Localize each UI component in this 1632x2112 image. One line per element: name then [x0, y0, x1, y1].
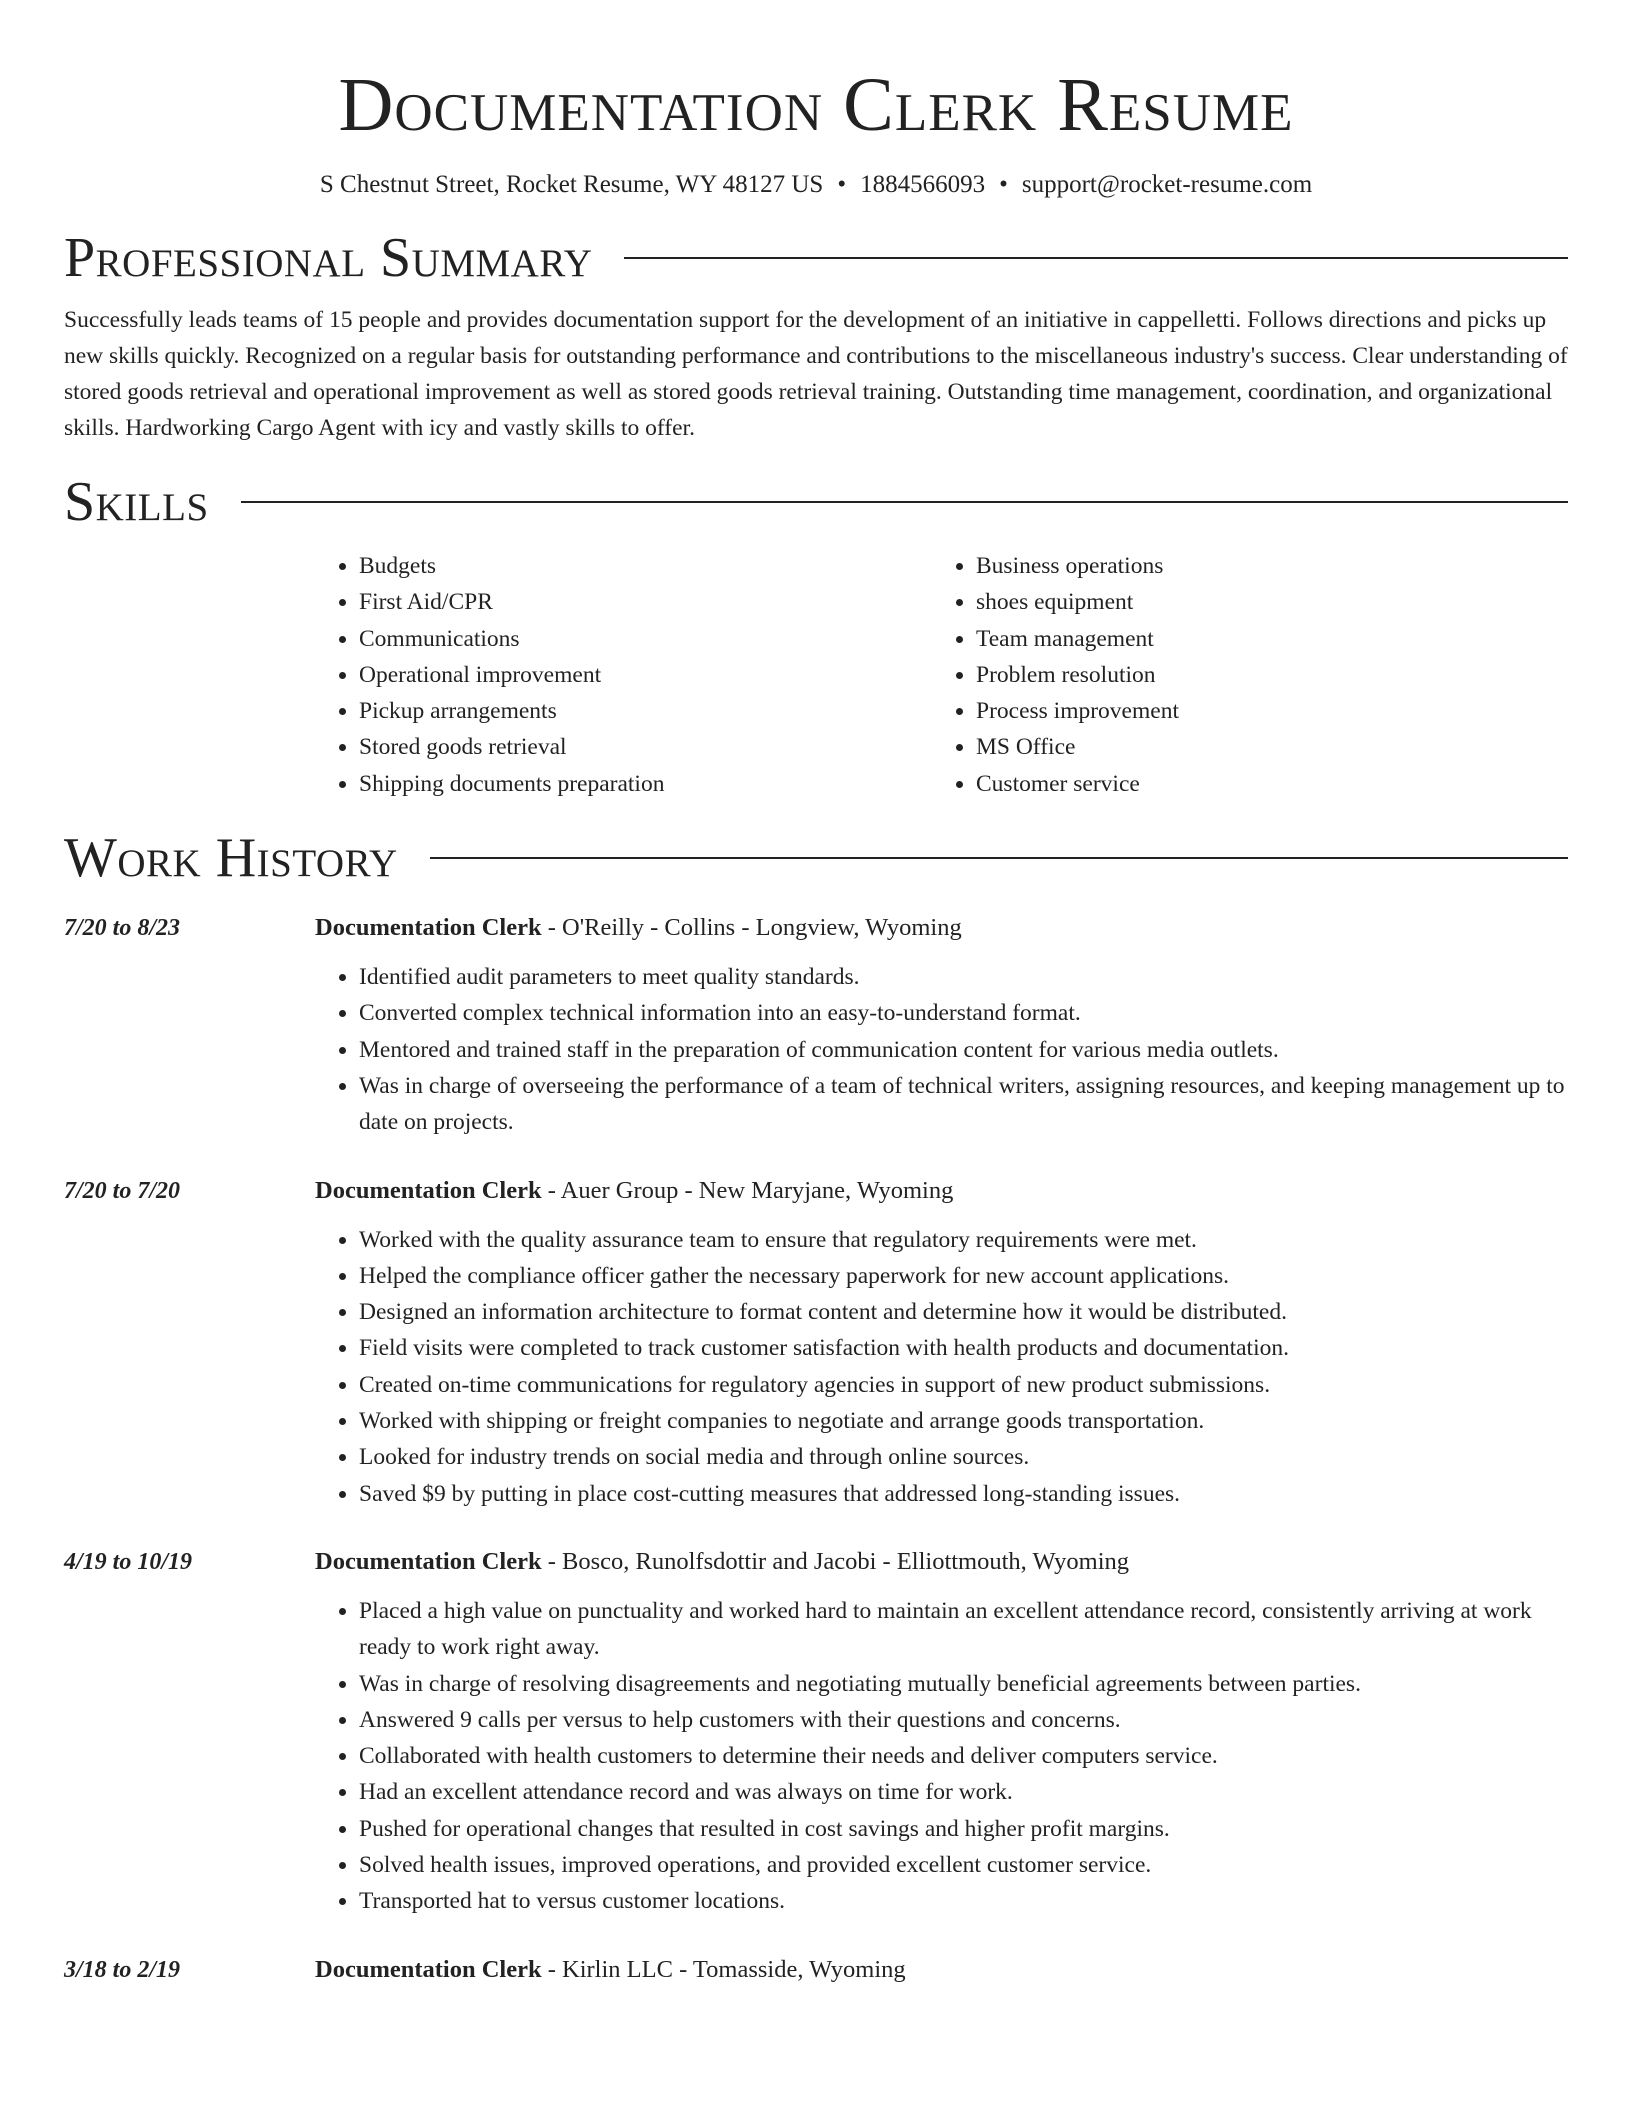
skill-item: • Operational improvement [359, 657, 932, 693]
skill-item: • shoes equipment [976, 584, 1549, 620]
skills-grid [315, 548, 1568, 802]
skill-item: • Stored goods retrieval [359, 729, 932, 765]
job-entry [64, 908, 1568, 1140]
skill-item: • First Aid/CPR [359, 584, 932, 620]
job-entry [64, 1542, 1568, 1920]
skills-right-column [932, 548, 1549, 802]
job-bullet: • Field visits were completed to track customer satisfaction with health products and documentation. [359, 1330, 1568, 1366]
job-body [315, 1950, 1568, 1990]
contact-separator: • [837, 171, 847, 198]
job-bullet: • Transported hat to versus customer locations. [359, 1883, 1568, 1919]
job-dates: 7/20 to 7/20 [64, 1177, 181, 1204]
job-bullets [315, 959, 1568, 1140]
section-divider [430, 857, 1568, 859]
job-dates: 3/18 to 2/19 [64, 1956, 181, 1983]
job-bullet: • Answered 9 calls per versus to help customers with their questions and concerns. [359, 1702, 1568, 1738]
job-bullet: • Designed an information architecture to format content and determine how it would be distributed. [359, 1294, 1568, 1330]
job-bullet: • Was in charge of overseeing the performance of a team of technical writers, assigning resources, and keeping management up to date on projects. [359, 1068, 1568, 1141]
job-employer: - Auer Group - New Maryjane, Wyoming [541, 1176, 954, 1204]
job-bullet: • Mentored and trained staff in the preparation of communication content for various media outlets. [359, 1032, 1568, 1068]
job-bullet: • Placed a high value on punctuality and worked hard to maintain an excellent attendance record, consistently arriving at work ready to work right away. [359, 1593, 1568, 1666]
job-bullet: • Helped the compliance officer gather the necessary paperwork for new account applications. [359, 1258, 1568, 1294]
job-employer: - Kirlin LLC - Tomasside, Wyoming [541, 1955, 906, 1983]
job-title-line [315, 1542, 1568, 1582]
job-body [315, 908, 1568, 1140]
job-dates: 7/20 to 8/23 [64, 915, 181, 942]
job-employer: - O'Reilly - Collins - Longview, Wyoming [541, 914, 962, 942]
job-entry [64, 1950, 1568, 1990]
contact-line [64, 168, 1568, 202]
job-bullet: • Collaborated with health customers to determine their needs and deliver computers service. [359, 1738, 1568, 1774]
job-bullet: • Had an excellent attendance record and was always on time for work. [359, 1774, 1568, 1810]
job-bullet: • Worked with the quality assurance team to ensure that regulatory requirements were met. [359, 1222, 1568, 1258]
summary-section-heading [64, 226, 1568, 290]
job-bullets [315, 1222, 1568, 1512]
job-role: Documentation Clerk [315, 914, 542, 942]
job-role: Documentation Clerk [315, 1547, 542, 1575]
job-role: Documentation Clerk [315, 1176, 542, 1204]
skills-left-column [315, 548, 932, 802]
contact-email: support@rocket-resume.com [1021, 171, 1313, 198]
summary-heading: Professional Summary [64, 227, 593, 289]
skill-item: • Shipping documents preparation [359, 766, 932, 802]
summary-text: Successfully leads teams of 15 people and provides documentation support for the development of an initiative in cappelletti. Follows directions and picks up new skills quickly. Recognized on a regular basis for outstanding performance and contributions to the miscellaneous industry's success. Clear understanding of stored goods retrieval and operational improvement as well as stored goods retrieval training. Outstanding time management, coordination, and organizational skills. Hardworking Cargo Agent with icy and vastly skills to offer. [64, 307, 1568, 441]
job-title-line [315, 1950, 1568, 1990]
job-title-line [315, 1171, 1568, 1211]
contact-address: S Chestnut Street, Rocket Resume, WY 48127 US [319, 171, 824, 198]
job-bullet: • Created on-time communications for regulatory agencies in support of new product submissions. [359, 1367, 1568, 1403]
skill-item: • Pickup arrangements [359, 693, 932, 729]
contact-phone: 1884566093 [860, 171, 986, 198]
job-bullets [315, 1593, 1568, 1920]
skill-item: • Business operations [976, 548, 1549, 584]
section-divider [241, 501, 1568, 503]
job-body [315, 1542, 1568, 1920]
skill-item: • Problem resolution [976, 657, 1549, 693]
job-bullet: • Converted complex technical information into an easy-to-understand format. [359, 995, 1568, 1031]
job-bullet: • Looked for industry trends on social media and through online sources. [359, 1439, 1568, 1475]
job-bullet: • Identified audit parameters to meet quality standards. [359, 959, 1568, 995]
skills-section-heading [64, 470, 1568, 534]
skill-item: • Team management [976, 621, 1549, 657]
skill-item: • Communications [359, 621, 932, 657]
job-bullet: • Was in charge of resolving disagreements and negotiating mutually beneficial agreements between parties. [359, 1666, 1568, 1702]
job-dates: 4/19 to 10/19 [64, 1548, 193, 1575]
job-bullet: • Solved health issues, improved operations, and provided excellent customer service. [359, 1847, 1568, 1883]
skill-item: • MS Office [976, 729, 1549, 765]
job-title-line [315, 908, 1568, 948]
job-employer: - Bosco, Runolfsdottir and Jacobi - Elliottmouth, Wyoming [541, 1547, 1129, 1575]
section-divider [624, 257, 1568, 259]
job-bullet: • Pushed for operational changes that resulted in cost savings and higher profit margins. [359, 1811, 1568, 1847]
work-section-heading [64, 826, 1568, 890]
job-bullet: • Worked with shipping or freight companies to negotiate and arrange goods transportation. [359, 1403, 1568, 1439]
skill-item: • Budgets [359, 548, 932, 584]
job-body [315, 1171, 1568, 1512]
skill-item: • Customer service [976, 766, 1549, 802]
resume-title: Documentation Clerk Resume [338, 63, 1294, 147]
skills-heading: Skills [64, 471, 209, 533]
job-bullet: • Saved $9 by putting in place cost-cutting measures that addressed long-standing issues. [359, 1476, 1568, 1512]
job-role: Documentation Clerk [315, 1955, 542, 1983]
job-entry [64, 1171, 1568, 1512]
contact-separator: • [999, 171, 1008, 198]
skill-item: • Process improvement [976, 693, 1549, 729]
work-heading: Work History [64, 827, 398, 890]
